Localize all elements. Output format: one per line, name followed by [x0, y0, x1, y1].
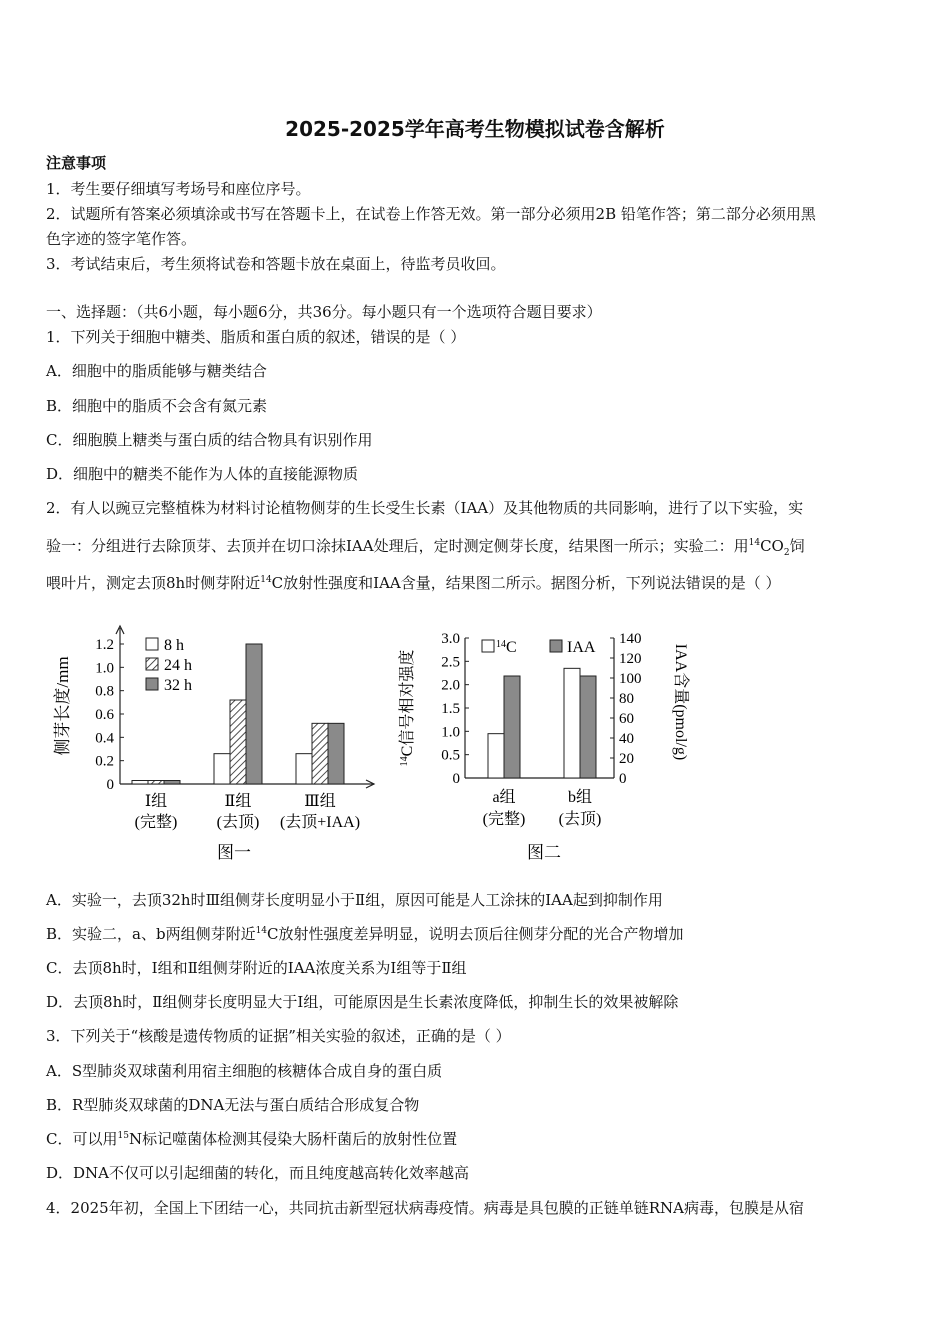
legend-label: 32 h [164, 677, 192, 694]
bar [564, 668, 580, 778]
q1-option-c: C．细胞膜上糖类与蛋白质的结合物具有识别作用 [46, 431, 373, 449]
bar [214, 754, 230, 784]
bar [580, 676, 596, 778]
category-label: Ⅱ组 [224, 793, 252, 810]
q4-stem: 4．2025年初，全国上下团结一心，共同抗击新型冠状病毒疫情。病毒是具包膜的正链单链RNA病毒，包膜是从宿 [46, 1199, 804, 1217]
section-heading: 一、选择题：（共6小题，每小题6分，共36分。每小题只有一个选项符合题目要求） [46, 303, 602, 321]
y-tick-label: 1.2 [95, 637, 114, 653]
right-y-tick-label: 0 [619, 771, 627, 787]
q2-stem-line2: 验一：分组进行去除顶芽、去顶并在切口涂抹IAA处理后，定时测定侧芽长度，结果图一所示；实验二：用$^{14}CO_2$饲 [46, 537, 805, 558]
legend-swatch [146, 658, 158, 670]
q2-option-c: C．去顶8h时，Ⅰ组和Ⅱ组侧芽附近的IAA浓度关系为Ⅰ组等于Ⅱ组 [46, 959, 467, 977]
right-y-tick-label: 60 [619, 711, 634, 727]
y-tick-label: 0.4 [95, 730, 114, 747]
bar [230, 700, 246, 784]
bar [312, 723, 328, 784]
category-label: Ⅲ组 [304, 793, 336, 810]
y-tick-label: 1.0 [95, 660, 114, 677]
q2-stem-line3: 喂叶片，测定去顶8h时侧芽附近$^{14}$C放射性强度和IAA含量，结果图二所示。据图分析，下列说法错误的是（ ） [46, 574, 781, 592]
right-y-tick-label: 40 [619, 731, 634, 747]
category-sublabel: (完整) [482, 811, 526, 828]
right-y-tick-label: 80 [619, 691, 634, 707]
q2-stem-line1: 2．有人以豌豆完整植株为材料讨论植物侧芽的生长受生长素（IAA）及其他物质的共同影响，进行了以下实验，实 [46, 499, 804, 517]
q2-option-b: B．实验二，a、b两组侧芽附近$^{14}$C放射性强度差异明显，说明去顶后往侧芽分配的光合产物增加 [46, 925, 684, 943]
bar [148, 781, 164, 785]
q3-stem: 3．下列关于“核酸是遗传物质的证据”相关实验的叙述，正确的是（ ） [46, 1027, 511, 1045]
legend-label: $^{14}$C [496, 639, 517, 656]
q3-option-c: C．可以用$^{15}$N标记噬菌体检测其侵染大肠杆菌后的放射性位置 [46, 1130, 458, 1148]
q3-option-b: B．R型肺炎双球菌的DNA无法与蛋白质结合形成复合物 [46, 1096, 420, 1114]
legend-swatch [550, 640, 562, 652]
notice-item-3: 3．考试结束后，考生须将试卷和答题卡放在桌面上，待监考员收回。 [46, 255, 506, 273]
left-y-tick-label: 3.0 [441, 631, 460, 647]
y-tick-label: 0.6 [95, 707, 114, 723]
q3-option-a: A．S型肺炎双球菌利用宿主细胞的核糖体合成自身的蛋白质 [46, 1062, 443, 1080]
bar [164, 781, 180, 785]
left-y-tick-label: 1.0 [441, 724, 460, 741]
bar [132, 781, 148, 785]
right-y-tick-label: 100 [619, 671, 642, 687]
category-label: a组 [492, 789, 516, 806]
right-y-tick-label: 20 [619, 751, 634, 767]
bar [328, 723, 344, 784]
bar [504, 676, 520, 778]
y-tick-label: 0.2 [95, 753, 114, 770]
left-y-tick-label: 2.5 [441, 654, 460, 671]
category-sublabel: (去顶) [558, 811, 602, 828]
bar [296, 754, 312, 784]
y-axis-label: 侧芽长度/mm [53, 656, 72, 756]
right-y-axis-label: IAA含量(pmol/g) [672, 643, 689, 761]
q2-option-d: D．去顶8h时，Ⅱ组侧芽长度明显大于Ⅰ组，可能原因是生长素浓度降低，抑制生长的效果被解除 [46, 993, 679, 1011]
category-label: Ⅰ组 [144, 793, 168, 810]
bar [246, 644, 262, 784]
left-y-tick-label: 0.5 [441, 747, 460, 764]
figure-1-chart [48, 618, 388, 868]
left-y-axis-label: $^{14}$C信号相对强度 [399, 649, 416, 767]
notice-item-1: 1．考生要仔细填写考场号和座位序号。 [46, 180, 311, 198]
figure-caption: 图一 [217, 843, 251, 862]
q1-option-b: B．细胞中的脂质不会含有氮元素 [46, 397, 268, 415]
q1-option-a: A．细胞中的脂质能够与糖类结合 [46, 362, 267, 380]
q1-stem: 1．下列关于细胞中糖类、脂质和蛋白质的叙述，错误的是（ ） [46, 328, 466, 346]
right-y-tick-label: 140 [619, 631, 642, 647]
left-y-tick-label: 1.5 [441, 701, 460, 717]
legend-swatch [146, 678, 158, 690]
figure-2-chart [398, 618, 708, 868]
q3-option-d: D．DNA不仅可以引起细菌的转化，而且纯度越高转化效率越高 [46, 1164, 470, 1182]
notice-heading: 注意事项 [46, 154, 107, 172]
bar [488, 734, 504, 778]
right-y-tick-label: 120 [619, 651, 642, 667]
legend-label: IAA [567, 639, 596, 656]
notice-item-2-cont: 色字迹的签字笔作答。 [46, 230, 197, 248]
legend-label: 8 h [164, 637, 184, 654]
left-y-tick-label: 2.0 [441, 677, 460, 694]
figure-caption: 图二 [527, 843, 561, 862]
y-tick-label: 0.8 [95, 683, 114, 700]
q2-option-a: A．实验一，去顶32h时Ⅲ组侧芽长度明显小于Ⅱ组，原因可能是人工涂抹的IAA起到抑制作用 [46, 891, 663, 909]
category-sublabel: (完整) [134, 814, 178, 831]
notice-item-2: 2．试题所有答案必须填涂或书写在答题卡上，在试卷上作答无效。第一部分必须用2B 铅笔作答；第二部分必须用黑 [46, 205, 816, 223]
legend-swatch [482, 640, 494, 652]
category-sublabel: (去顶+IAA) [279, 814, 361, 831]
left-y-tick-label: 0 [452, 771, 460, 787]
category-label: b组 [567, 789, 593, 806]
category-sublabel: (去顶) [216, 814, 260, 831]
q1-option-d: D．细胞中的糖类不能作为人体的直接能源物质 [46, 465, 359, 483]
legend-swatch [146, 638, 158, 650]
legend-label: 24 h [164, 657, 192, 674]
page-title: 2025-2025学年高考生物模拟试卷含解析 [285, 117, 665, 141]
y-tick-label: 0 [106, 777, 114, 793]
